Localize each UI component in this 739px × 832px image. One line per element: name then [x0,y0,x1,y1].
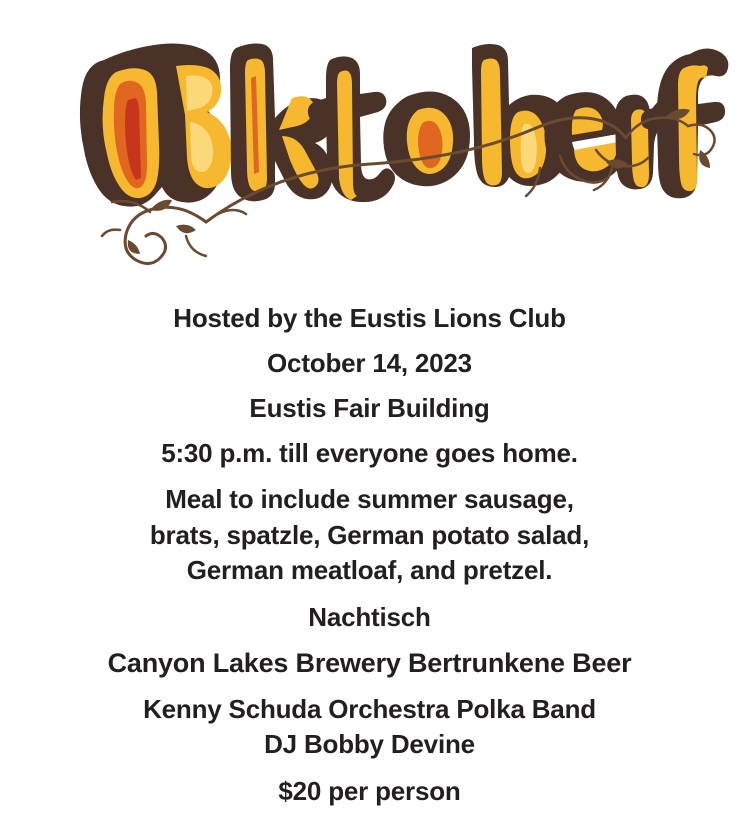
price-line: $20 per person [278,776,461,807]
oktoberfest-wordmark-icon [0,0,739,285]
time-line: 5:30 p.m. till everyone goes home. [161,437,578,468]
event-details [0,300,739,810]
host-line: Hosted by the Eustis Lions Club [173,303,566,333]
letter-o [383,91,470,186]
oktoberfest-logo [0,0,739,285]
beer-text: Canyon Lakes Brewery Bertrunkene Beer [107,648,632,679]
oktoberfest-logo-block [0,0,739,285]
meal-line: Meal to include summer sausage, brats, spatzle, German potato salad, German meatloaf, and pretzel. [149,483,590,586]
letter-k [230,44,334,202]
beer-line [0,644,739,682]
dj-line: DJ Bobby Devine [264,728,475,759]
dessert-heading: Nachtisch [308,602,431,633]
date-line: October 14, 2023 [267,347,472,378]
band-line: Kenny Schuda Orchestra Polka Band [143,694,596,725]
letter-O [80,44,232,207]
venue-line: Eustis Fair Building [249,392,490,423]
